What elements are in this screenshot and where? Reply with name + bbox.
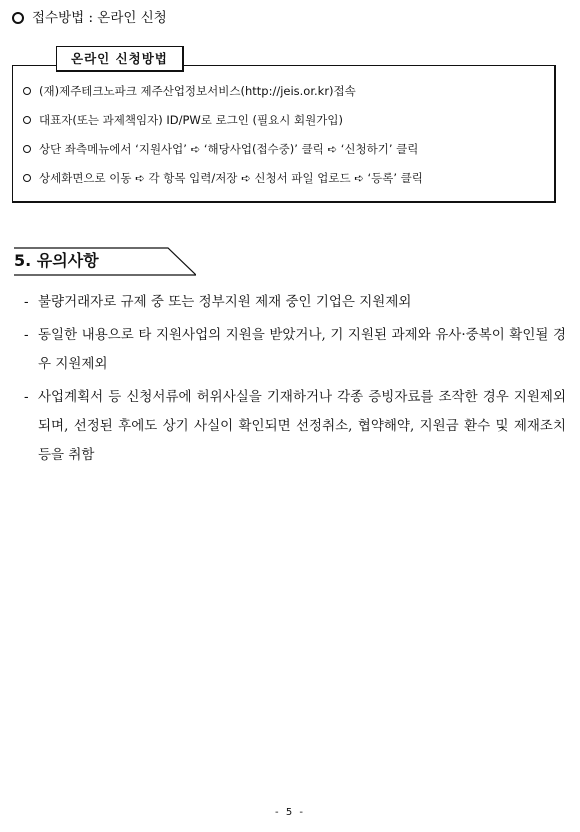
section-title: 5. 유의사항 [14, 251, 99, 270]
list-item [23, 142, 423, 156]
note-text: 동일한 내용으로 타 지원사업의 지원을 받았거나, 기 지원된 과제와 유사·중복이 확인될 경우 지원제외 [38, 327, 566, 372]
list-item-text: (재)제주테크노파크 제주산업정보서비스(http://jeis.or.kr)접속 [39, 84, 356, 98]
online-method-box [12, 65, 556, 203]
list-item: - 불량거래자로 규제 중 또는 정부지원 제재 중인 기업은 지원제외 [24, 294, 412, 310]
bullet-circle-icon [23, 145, 31, 153]
online-method-tab: 온라인 신청방법 [56, 46, 184, 72]
list-item-text: 상세화면으로 이동 ➪ 각 항목 입력/저장 ➪ 신청서 파일 업로드 ➪ ‘등록’ 클릭 [39, 171, 423, 185]
note-text: 불량거래자로 규제 중 또는 정부지원 제재 중인 기업은 지원제외 [38, 294, 412, 310]
bullet-circle-icon [12, 12, 24, 24]
list-item: - 사업계획서 등 신청서류에 허위사실을 기재하거나 각종 증빙자료를 조작한 경우 지원제외 되며, 선정된 후에도 상기 사실이 확인되면 선정취소, 협약해약, 지원금 환수 및 제재조치 등을 취함 [24, 389, 566, 463]
online-method-list [23, 84, 423, 200]
list-item [23, 171, 423, 185]
list-item-text: 상단 좌측메뉴에서 ‘지원사업’ ➪ ‘해당사업(접수중)’ 클릭 ➪ ‘신청하기’ 클릭 [39, 142, 419, 156]
method-heading [12, 8, 167, 28]
note-text: 사업계획서 등 신청서류에 허위사실을 기재하거나 각종 증빙자료를 조작한 경우 지원제외 되며, 선정된 후에도 상기 사실이 확인되면 선정취소, 협약해약, 지원금 환수 및 제재조치 등을 취함 [38, 389, 566, 463]
list-item [23, 84, 423, 98]
bullet-circle-icon [23, 174, 31, 182]
list-item-text: 대표자(또는 과제책임자) ID/PW로 로그인 (필요시 회원가입) [39, 113, 343, 127]
page-number: - 5 - [275, 807, 305, 818]
notes-list [24, 288, 566, 474]
section-heading [14, 246, 196, 276]
list-item: - 동일한 내용으로 타 지원사업의 지원을 받았거나, 기 지원된 과제와 유사·중복이 확인될 경우 지원제외 [24, 327, 566, 372]
method-heading-text: 접수방법 : 온라인 신청 [32, 10, 167, 26]
bullet-circle-icon [23, 116, 31, 124]
bullet-circle-icon [23, 87, 31, 95]
list-item [23, 113, 423, 127]
